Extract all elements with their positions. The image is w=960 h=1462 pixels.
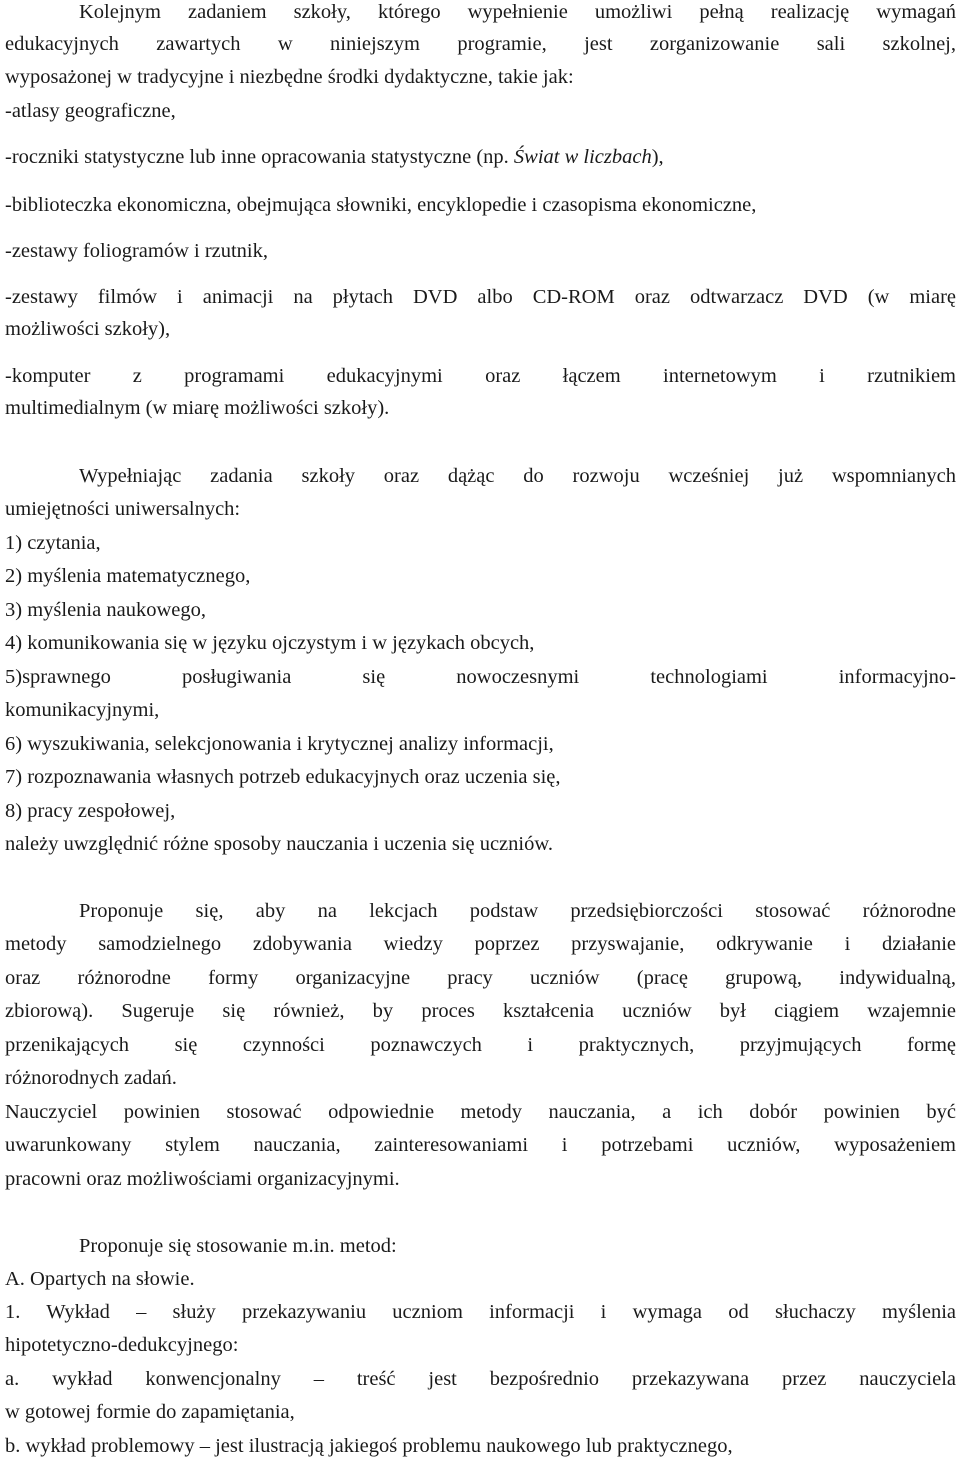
list-item: komunikacyjnymi, xyxy=(5,699,160,721)
list-item: 3) myślenia naukowego, xyxy=(5,599,206,621)
list-item: -biblioteczka ekonomiczna, obejmująca słowniki, encyklopedie i czasopisma ekonomiczne, xyxy=(5,194,757,216)
list-item: 8) pracy zespołowej, xyxy=(5,800,176,822)
paragraph-line: pracowni oraz możliwościami organizacyjnymi. xyxy=(5,1168,400,1190)
list-item: -komputer z programami edukacyjnymi oraz łączem internetowym i rzutnikiem xyxy=(5,365,956,387)
paragraph-line: Wypełniając zadania szkoły oraz dążąc do rozwoju wcześniej już wspomnianych xyxy=(79,465,956,487)
paragraph-line: metody samodzielnego zdobywania wiedzy poprzez przyswajanie, odkrywanie i działanie xyxy=(5,933,956,955)
paragraph-line: Proponuje się, aby na lekcjach podstaw przedsiębiorczości stosować różnorodne xyxy=(79,900,956,922)
list-item: -atlasy geograficzne, xyxy=(5,100,176,122)
paragraph-line: Proponuje się stosowanie m.in. metod: xyxy=(79,1235,397,1257)
paragraph-line: zbiorową). Sugeruje się również, by proces kształcenia uczniów był ciągiem wzajemnie xyxy=(5,1000,956,1022)
paragraph-line: Kolejnym zadaniem szkoły, którego wypełnienie umożliwi pełną realizację wymagań xyxy=(79,1,956,23)
paragraph-line: Nauczyciel powinien stosować odpowiednie metody nauczania, a ich dobór powinien być xyxy=(5,1101,956,1123)
list-item: 2) myślenia matematycznego, xyxy=(5,565,251,587)
paragraph-line: edukacyjnych zawartych w niniejszym programie, jest zorganizowanie sali szkolnej, xyxy=(5,33,956,55)
paragraph-line: uwarunkowany stylem nauczania, zainteresowaniami i potrzebami uczniów, wyposażeniem xyxy=(5,1134,956,1156)
paragraph-line: przenikających się czynności poznawczych i praktycznych, przyjmujących formę xyxy=(5,1034,956,1056)
list-item: hipotetyczno-dedukcyjnego: xyxy=(5,1334,239,1356)
paragraph-line: wyposażonej w tradycyjne i niezbędne środki dydaktyczne, takie jak: xyxy=(5,66,574,88)
list-item: 1) czytania, xyxy=(5,532,101,554)
section-heading: A. Opartych na słowie. xyxy=(5,1268,195,1290)
list-item: multimedialnym (w miarę możliwości szkoły). xyxy=(5,397,390,419)
list-item xyxy=(5,144,664,170)
list-item: możliwości szkoły), xyxy=(5,318,171,340)
paragraph-line: różnorodnych zadań. xyxy=(5,1067,177,1089)
list-item: 4) komunikowania się w języku ojczystym i w językach obcych, xyxy=(5,632,535,654)
paragraph-line: umiejętności uniwersalnych: xyxy=(5,498,241,520)
list-item: b. wykład problemowy – jest ilustracją jakiegoś problemu naukowego lub praktycznego, xyxy=(5,1435,733,1457)
list-item: -zestawy foliogramów i rzutnik, xyxy=(5,240,269,262)
paragraph-line: należy uwzględnić różne sposoby nauczania i uczenia się uczniów. xyxy=(5,833,553,855)
list-item: a. wykład konwencjonalny – treść jest bezpośrednio przekazywana przez nauczyciela xyxy=(5,1368,956,1390)
paragraph-line: oraz różnorodne formy organizacyjne pracy uczniów (pracę grupową, indywidualną, xyxy=(5,967,956,989)
list-item: 5)sprawnego posługiwania się nowoczesnymi technologiami informacyjno- xyxy=(5,666,956,688)
list-item-text: ), xyxy=(651,146,664,168)
italic-title: Świat w liczbach xyxy=(513,146,652,168)
list-item: w gotowej formie do zapamiętania, xyxy=(5,1401,295,1423)
list-item-text: -roczniki statystyczne lub inne opracowania statystyczne (np. xyxy=(5,146,514,168)
list-item: 7) rozpoznawania własnych potrzeb edukacyjnych oraz uczenia się, xyxy=(5,766,561,788)
list-item: 6) wyszukiwania, selekcjonowania i krytycznej analizy informacji, xyxy=(5,733,554,755)
list-item: -zestawy filmów i animacji na płytach DVD albo CD-ROM oraz odtwarzacz DVD (w miarę xyxy=(5,286,956,308)
list-item: 1. Wykład – służy przekazywaniu uczniom informacji i wymaga od słuchaczy myślenia xyxy=(5,1301,956,1323)
